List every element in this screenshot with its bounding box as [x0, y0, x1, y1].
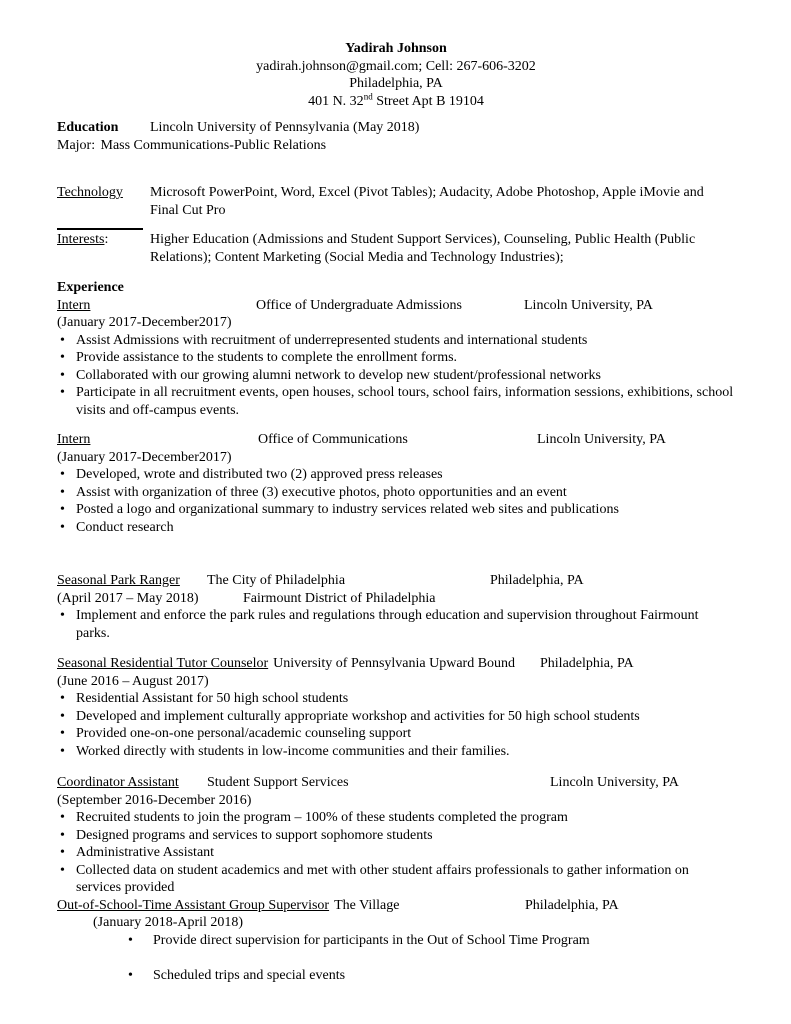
bullet-item: • Scheduled trips and special events	[57, 967, 735, 985]
job-title: Intern	[57, 297, 91, 313]
job-sub-org: Fairmount District of Philadelphia	[243, 590, 436, 606]
education-value: Lincoln University of Pennsylvania (May 2018)	[150, 120, 420, 135]
job-header	[57, 897, 735, 915]
experience-heading: Experience	[57, 280, 124, 295]
job-date: (January 2017-December2017)	[57, 315, 232, 330]
job-bullets	[57, 466, 735, 536]
bullet-item: • Residential Assistant for 50 high school students	[57, 690, 735, 708]
job-org: Office of Communications	[258, 432, 408, 447]
job-entry	[57, 655, 735, 760]
technology-value: Microsoft PowerPoint, Word, Excel (Pivot Tables); Audacity, Adobe Photoshop, Apple iMovie and Final Cut Pro	[150, 185, 704, 218]
bullet-item: • Conduct research	[57, 519, 735, 537]
bullet-item: • Worked directly with students in low-income communities and their families.	[57, 743, 735, 761]
job-org: Office of Undergraduate Admissions	[256, 297, 462, 313]
job-date: (September 2016-December 2016)	[57, 792, 252, 808]
job-entry	[57, 897, 735, 985]
bullet-item: • Developed, wrote and distributed two (2) approved press releases	[57, 466, 735, 484]
bullet-item: • Posted a logo and organizational summary to industry services related web sites and publications	[57, 501, 735, 519]
job-title: Coordinator Assistant	[57, 775, 179, 790]
job-location: Lincoln University, PA	[537, 432, 666, 447]
bullet-item: • Assist Admissions with recruitment of underrepresented students and international students	[57, 332, 735, 350]
interests-colon: :	[104, 232, 109, 247]
job-header	[57, 774, 735, 792]
interests-value: Higher Education (Admissions and Student Support Services), Counseling, Public Health (Public Relations); Content Marketing (Social Media and Technology Industries);	[150, 232, 696, 265]
job-header	[57, 572, 735, 590]
job-location: Philadelphia, PA	[540, 656, 634, 671]
bullet-item: • Provide direct supervision for participants in the Out of School Time Program	[57, 932, 735, 950]
technology-label: Technology	[57, 185, 123, 200]
job-org: The Village	[334, 897, 400, 913]
job-entry	[57, 297, 735, 420]
address-ordinal-suffix: nd	[363, 90, 373, 101]
job-location: Lincoln University, PA	[550, 775, 679, 790]
job-title: Out-of-School-Time Assistant Group Supervisor	[57, 897, 330, 913]
job-bullets	[57, 690, 735, 760]
job-bullets	[57, 332, 735, 420]
job-location: Philadelphia, PA	[490, 573, 584, 588]
bullet-item: • Designed programs and services to support sophomore students	[57, 827, 735, 845]
job-entry	[57, 572, 735, 642]
bullet-item: • Developed and implement culturally appropriate workshop and activities for 50 high school students	[57, 708, 735, 726]
address-line	[57, 90, 735, 111]
address-prefix: 401 N. 32	[308, 93, 364, 109]
job-location: Lincoln University, PA	[524, 297, 653, 313]
city-line: Philadelphia, PA	[349, 76, 443, 91]
job-header	[57, 297, 735, 315]
interests-row	[57, 231, 735, 266]
job-date: (June 2016 – August 2017)	[57, 673, 209, 689]
bullet-item: • Participate in all recruitment events, open houses, school tours, school fairs, information sessions, exhibitions, school visits and off-campus events.	[57, 384, 735, 419]
job-entry	[57, 431, 735, 536]
job-location: Philadelphia, PA	[525, 897, 619, 913]
email-phone-line: yadirah.johnson@gmail.com; Cell: 267-606-3202	[256, 58, 536, 74]
job-org: Student Support Services	[207, 775, 349, 790]
bullet-item: • Provided one-on-one personal/academic counseling support	[57, 725, 735, 743]
candidate-name: Yadirah Johnson	[345, 41, 447, 56]
bullet-item: • Collected data on student academics and met with other student affairs professionals to gather information on services provided	[57, 862, 735, 897]
education-row	[57, 119, 735, 137]
interests-label: Interests	[57, 232, 105, 247]
job-date: (January 2018-April 2018)	[93, 915, 244, 930]
job-entry	[57, 774, 735, 897]
job-org: University of Pennsylvania Upward Bound	[273, 656, 516, 671]
contact-header	[57, 40, 735, 110]
education-label: Education	[57, 120, 119, 135]
job-bullets	[57, 932, 735, 985]
job-title: Intern	[57, 432, 91, 447]
interests-label-wrap	[57, 231, 150, 249]
technology-row	[57, 184, 735, 219]
divider-rule	[57, 228, 143, 230]
job-org: The City of Philadelphia	[207, 573, 346, 588]
major-label: Major:	[57, 137, 96, 153]
job-header	[57, 655, 735, 673]
job-date: (January 2017-December2017)	[57, 449, 232, 465]
address-suffix: Street Apt B 19104	[372, 93, 484, 109]
technology-label-wrap	[57, 184, 150, 202]
job-title: Seasonal Park Ranger	[57, 573, 180, 588]
job-title: Seasonal Residential Tutor Counselor	[57, 656, 269, 671]
job-bullets	[57, 607, 735, 642]
bullet-item: • Provide assistance to the students to complete the enrollment forms.	[57, 349, 735, 367]
major-value: Mass Communications-Public Relations	[100, 137, 327, 153]
job-header	[57, 431, 735, 449]
bullet-item: • Collaborated with our growing alumni network to develop new student/professional networks	[57, 367, 735, 385]
bullet-item: • Implement and enforce the park rules and regulations through education and supervision throughout Fairmount parks.	[57, 607, 735, 642]
job-bullets	[57, 809, 735, 897]
job-date-row	[57, 590, 735, 608]
bullet-item: • Administrative Assistant	[57, 844, 735, 862]
bullet-item: • Recruited students to join the program – 100% of these students completed the program	[57, 809, 735, 827]
job-date: (April 2017 – May 2018)	[57, 590, 199, 606]
bullet-item: • Assist with organization of three (3) executive photos, photo opportunities and an event	[57, 484, 735, 502]
major-row	[57, 137, 735, 155]
